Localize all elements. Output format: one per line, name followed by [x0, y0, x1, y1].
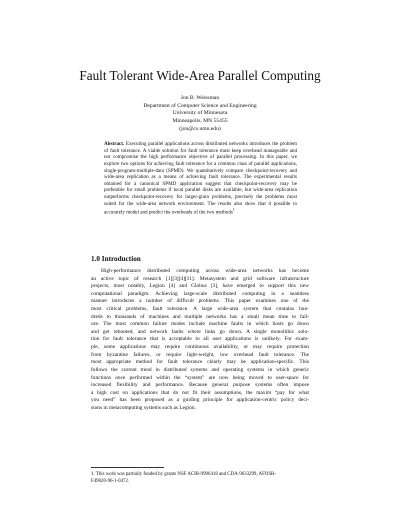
body-line: a high cost on applications that do not fit their assumptions, the maxim “pay for what	[91, 389, 309, 396]
body-line: most critical problems, fault tolerance. A large wide-area system that contains hun-	[91, 306, 309, 313]
body-line: High-performance distributed computing across wide-area networks has become	[101, 268, 309, 274]
author-department: Department of Computer Science and Engineering	[143, 102, 257, 109]
body-line: you need” has been proposed as a guiding principle for application-centric policy deci-	[91, 397, 309, 404]
body-line: an active topic of research [1][3][4][11]. Metasystem and grid software infrastructure	[91, 275, 309, 282]
author-university: University of Minnesota	[172, 110, 228, 117]
body-line: ure. The most common failure modes include machine faults in which hosts go down	[91, 321, 309, 328]
body-line: follows the current trend in distributed systems and operating systems in which generic	[91, 366, 309, 373]
footnote-line: 1. This work was partially funded by grants NSF ACIR-9996418 and CDA-9633299, AFOSR-	[91, 472, 276, 477]
abstract-text: Executing parallel applications across distributed networks introduces the problem of fault tolerance. A viable solution for fault tolerance must keep overhead manageable and not compromise the high performance objective of parallel processing. In this paper, we explore two options for achieving fault tolerance for a common class of parallel applications, single-program-multiple-data (SPMD). We quantitatively compare checkpoint-recovery and wide-area replication as a means of achieving fault tolerance. The experimental results obtained for a canonical SPMD application suggest that checkpoint-recovery may be preferable for small problems if local parallel disks are available, but wide-area replication outperforms checkpoint-recovery for larger-grain problems, precisely the problems most suited for the wide-area network environment. The results also show that it possible to accurately model and predict the overheads of the two methods	[104, 141, 297, 216]
abstract-footnote-mark: 1	[232, 208, 235, 213]
author-name: Jon B. Weissman	[180, 95, 220, 101]
author-email: (jon@cs.umn.edu)	[179, 125, 221, 132]
body-line: sions in metacomputing systems such as Legion.	[91, 404, 196, 411]
body-line: most appropriate method for fault tolerance clearly may be application-specific. This	[91, 359, 309, 366]
body-line: from byzantine failures, or require light-weight, low overhead fault tolerance. The	[91, 351, 309, 358]
footnote-rule	[91, 467, 164, 468]
body-line: increased flexibility and performance. Because general purpose systems often impose	[91, 382, 309, 389]
body-line: dreds to thousands of machines and multiple networks has a small mean time to fail-	[91, 313, 309, 320]
author-block	[0, 95, 400, 134]
body-line: computational paradigm. Achieving large-scale distributed computing in a seamless	[91, 290, 309, 297]
section-heading: 1.0 Introduction	[91, 255, 141, 263]
body-line: tion for fault tolerance that is acceptable to all user applications is unlikely. For exam-	[91, 336, 309, 343]
body-line: projects, most notably, Legion [4] and Globus [3], have emerged to support this new	[91, 283, 309, 290]
author-city: Minneapolis, MN 55455	[172, 118, 228, 125]
body-line: and get rebooted, and network faults where links go down. A single monolithic solu-	[91, 328, 309, 335]
paper-title: Fault Tolerant Wide-Area Parallel Computing	[79, 68, 321, 83]
body-line: functions once performed within the “system” are now being moved to user-space for	[91, 374, 309, 381]
footnote-line: F49620-96-1-0472.	[91, 479, 130, 485]
introduction-body	[91, 268, 309, 413]
body-line: ple, some applications may require continuous availability, or may require protection	[91, 344, 309, 351]
footnote	[91, 471, 309, 486]
body-line: manner introduces a number of difficult problems. This paper examines one of the	[91, 298, 309, 305]
abstract	[104, 141, 297, 217]
abstract-label: Abstract.	[104, 141, 125, 147]
